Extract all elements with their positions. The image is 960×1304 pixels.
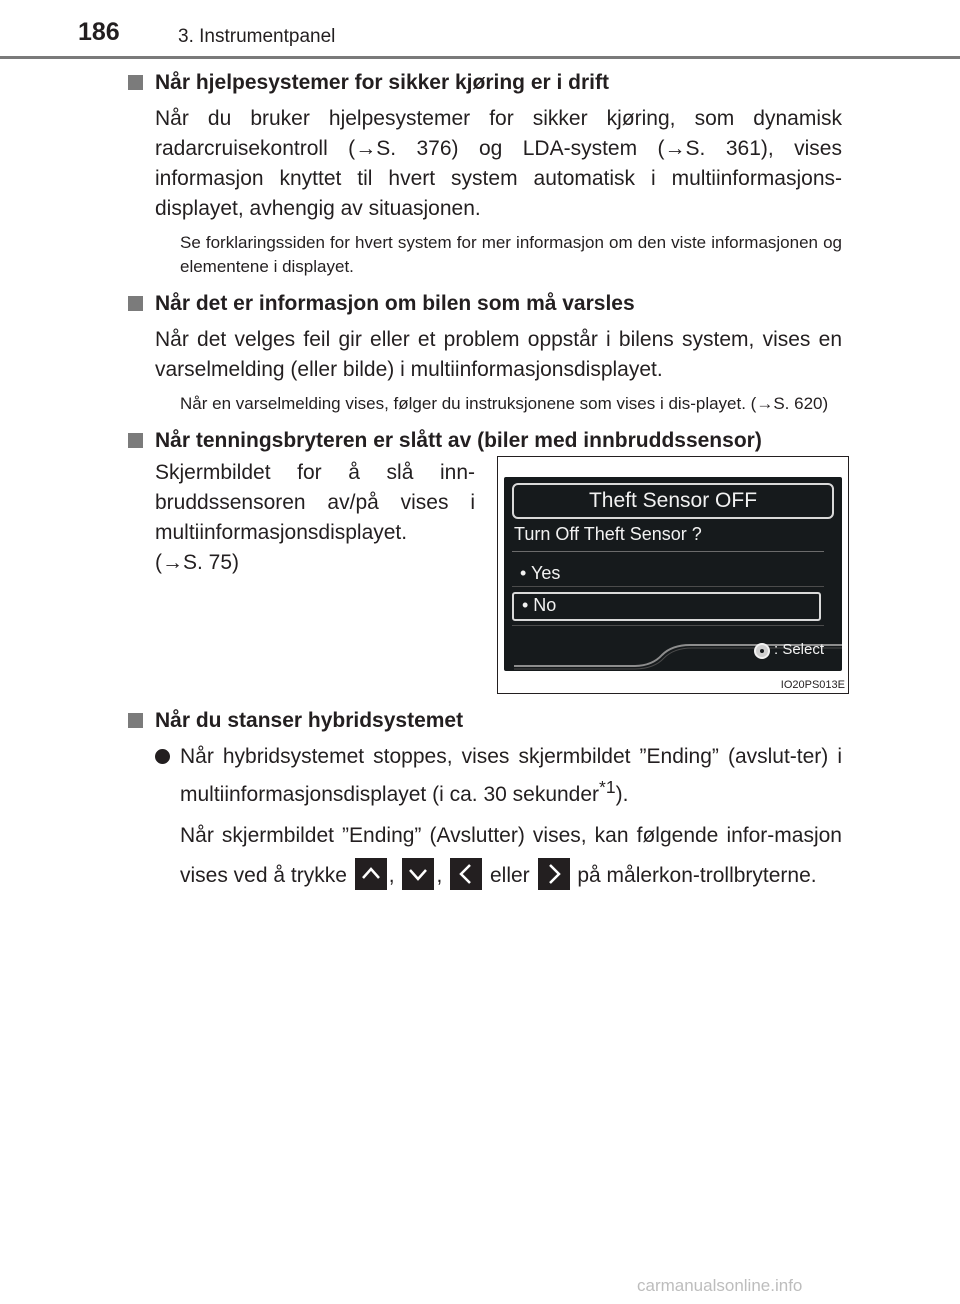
- divider: [512, 551, 824, 552]
- spacer: [128, 416, 842, 426]
- chevron-up-icon: [355, 858, 387, 890]
- section-title-theft-sensor: Når tenningsbryteren er slått av (biler med innbruddssensor): [128, 426, 842, 456]
- page-reference-link[interactable]: S. 75: [183, 551, 233, 574]
- page-reference-link[interactable]: S. 620: [773, 394, 823, 413]
- page-number: 186: [78, 18, 120, 46]
- select-hint: : Select: [774, 641, 825, 658]
- paragraph-theft-sensor: Skjermbildet for å slå inn-bruddssensoren av/på vises i multiinformasjonsdisplayet. (→S. 75): [155, 461, 475, 574]
- chapter-title: 3. Instrumentpanel: [178, 26, 336, 47]
- paragraph-driving-assist: Når du bruker hjelpesystemer for sikker kjøring, som dynamisk radarcruisekontroll (→S. 376) og LDA-system (→S. 361), vises informasjon knyttet til hvert system automatisk i multiinformasjons-displayet, avhengig av situasjonen.: [155, 107, 842, 220]
- chevron-right-icon: [538, 858, 570, 890]
- section-title-driving-assist: Når hjelpesystemer for sikker kjøring er i drift: [128, 68, 842, 98]
- note-vehicle-warning: Når en varselmelding vises, følger du instruksjonene som vises i dis-playet. (→S. 620): [180, 394, 829, 413]
- right-arrow-icon: →: [756, 394, 774, 413]
- screen-question: Turn Off Theft Sensor ?: [514, 524, 702, 544]
- bullet-hybrid-stop: Når hybridsystemet stoppes, vises skjermbildet ”Ending” (avslut-ter) i multiinformasjonsdisplayet (i ca. 30 sekunder$^{*1}$).: [128, 742, 842, 810]
- divider: [512, 625, 824, 626]
- header-rule: [0, 56, 960, 59]
- theft-sensor-block: [128, 456, 845, 706]
- square-bullet-icon: [128, 75, 143, 90]
- page-header: [0, 0, 960, 60]
- theft-sensor-figure: [497, 456, 849, 694]
- square-bullet-icon: [128, 296, 143, 311]
- filled-circle-bullet-icon: [155, 749, 170, 764]
- dial-icon: [754, 643, 770, 659]
- figure-code: IO20PS013E: [780, 679, 845, 691]
- footnote-mark: *1: [599, 777, 616, 797]
- paragraph-ending-screen: Når skjermbildet ”Ending” (Avslutter) vises, kan følgende infor-masjon vises ved å trykke , , eller på målerkon-trollbryterne.: [128, 816, 842, 896]
- option-no-selected: • No: [512, 592, 821, 621]
- page-reference-link[interactable]: S. 361: [685, 137, 761, 160]
- right-arrow-icon: →: [162, 551, 183, 574]
- chevron-down-icon: [402, 858, 434, 890]
- section-title-vehicle-warning: Når det er informasjon om bilen som må varsles: [128, 289, 842, 319]
- paragraph-vehicle-warning: Når det velges feil gir eller et problem oppstår i bilens system, vises en varselmelding (eller bilde) i multiinformasjonsdisplayet.: [155, 328, 842, 381]
- spacer: [128, 279, 842, 289]
- multi-info-display: [504, 477, 842, 671]
- right-arrow-icon: →: [355, 137, 377, 160]
- square-bullet-icon: [128, 713, 143, 728]
- square-bullet-icon: [128, 433, 143, 448]
- chevron-left-icon: [450, 858, 482, 890]
- right-arrow-icon: →: [664, 137, 686, 160]
- page-reference-link[interactable]: S. 376: [376, 137, 452, 160]
- screen-title: Theft Sensor OFF: [512, 483, 834, 519]
- watermark: carmanualsonline.info: [637, 1276, 803, 1295]
- option-yes: • Yes: [520, 563, 561, 583]
- page-content: [128, 68, 845, 896]
- section-title-hybrid-stop: Når du stanser hybridsystemet: [128, 706, 842, 736]
- divider: [512, 586, 824, 587]
- note-driving-assist: Se forklaringssiden for hvert system for mer informasjon om den viste informasjonen og elementene i displayet.: [180, 233, 842, 276]
